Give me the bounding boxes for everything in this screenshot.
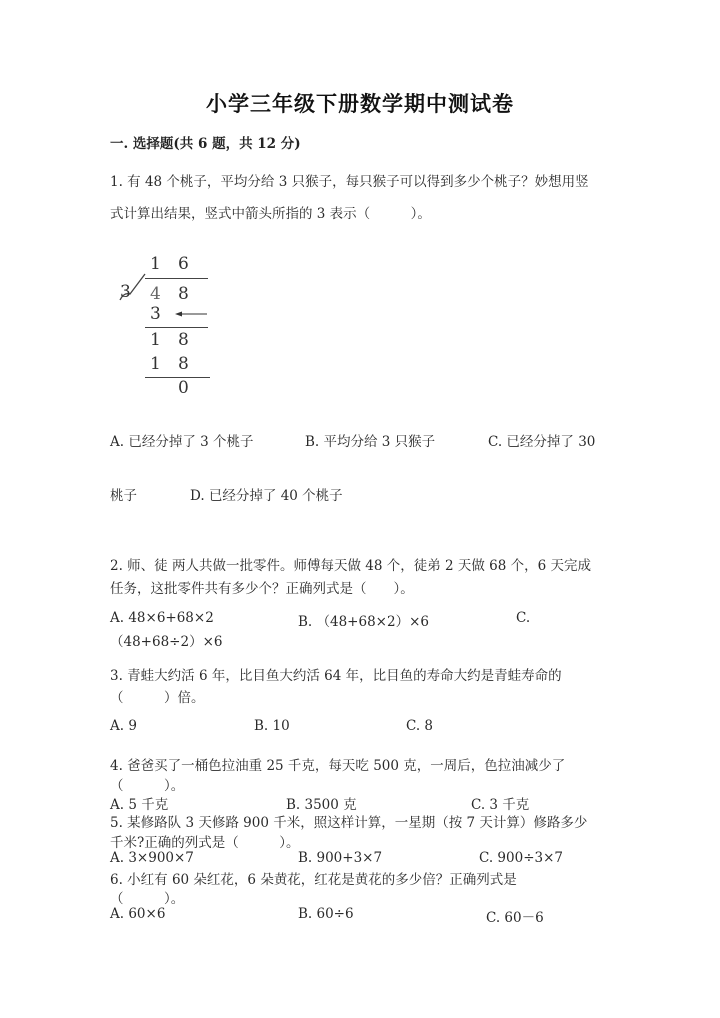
option-d[interactable]: D. 已经分掉了 40 个桃子 [190,488,343,504]
option-b[interactable]: B. 3500 克 [286,797,357,813]
option-c[interactable]: C. 8 [406,718,434,734]
subtraction-line [145,327,208,328]
long-division-diagram [110,252,230,397]
option-b[interactable]: B. 900+3×7 [298,850,383,866]
option-a[interactable]: A. 5 千克 [110,797,169,813]
dividend-digit: 8 [178,284,189,304]
subtract-step: 1 [150,354,161,374]
option-b[interactable]: B. （48+68×2）×6 [298,614,429,630]
quotient-digit: 1 [150,254,161,274]
question-text-line: 5. 某修路队 3 天修路 900 千米，照这样计算，一星期（按 7 天计算）修路多少 [110,815,588,831]
option-a[interactable]: A. 60×6 [110,906,166,922]
option-c[interactable]: C. 60－6 [486,910,544,926]
option-c-continued: 桃子 [110,488,137,504]
question-text-line: 1. 有 48 个桃子，平均分给 3 只猴子，每只猴子可以得到多少个桃子？妙想用竖 [110,174,589,190]
option-c[interactable]: C. 3 千克 [471,797,530,813]
question-text-line: 4. 爸爸买了一桶色拉油重 25 千克，每天吃 500 克，一周后，色拉油减少了 [110,758,566,774]
question-text-line: 任务，这批零件共有多少个？正确列式是（ ）。 [110,581,414,597]
final-remainder: 0 [178,378,189,398]
question-text-line: （ ）。 [110,778,185,794]
option-b[interactable]: B. 10 [254,718,290,734]
subtract-step: 3 [150,304,161,324]
page-title: 小学三年级下册数学期中测试卷 [206,92,514,116]
remainder-digit: 1 [150,330,161,350]
question-text-line: 式计算出结果，竖式中箭头所指的 3 表示（ ）。 [110,206,431,222]
arrow-icon [110,252,230,397]
question-text-line: 2. 师、徒 两人共做一批零件。师傅每天做 48 个，徒弟 2 天做 68 个，6 天完成 [110,558,592,574]
option-a[interactable]: A. 3×900×7 [110,850,194,866]
option-c[interactable]: C. 已经分掉了 30 [488,434,596,450]
question-text-line: （ ）倍。 [110,690,205,706]
option-b[interactable]: B. 60÷6 [298,906,354,922]
question-text-line: 6. 小红有 60 朵红花，6 朵黄花，红花是黄花的多少倍？正确列式是 [110,872,517,888]
question-text-line: 千米?正确的列式是（ ）。 [110,835,300,851]
option-b[interactable]: B. 平均分给 3 只猴子 [305,434,436,450]
option-c[interactable]: C. 900÷3×7 [479,850,563,866]
remainder-digit: 8 [178,330,189,350]
subtract-step: 8 [178,354,189,374]
option-c-continued: （48+68÷2）×6 [110,634,223,650]
quotient-digit: 6 [178,254,189,274]
dividend-digit: 4 [150,284,161,304]
option-a[interactable]: A. 48×6+68×2 [110,610,214,626]
option-a[interactable]: A. 已经分掉了 3 个桃子 [110,434,254,450]
option-c[interactable]: C. [516,610,531,626]
question-text-line: 3. 青蛙大约活 6 年，比目鱼大约活 64 年，比目鱼的寿命大约是青蛙寿命的 [110,668,562,684]
section-heading: 一. 选择题(共 6 题，共 12 分) [110,136,301,152]
option-a[interactable]: A. 9 [110,718,137,734]
divisor: 3 [120,282,131,302]
question-text-line: （ ）。 [110,891,185,907]
